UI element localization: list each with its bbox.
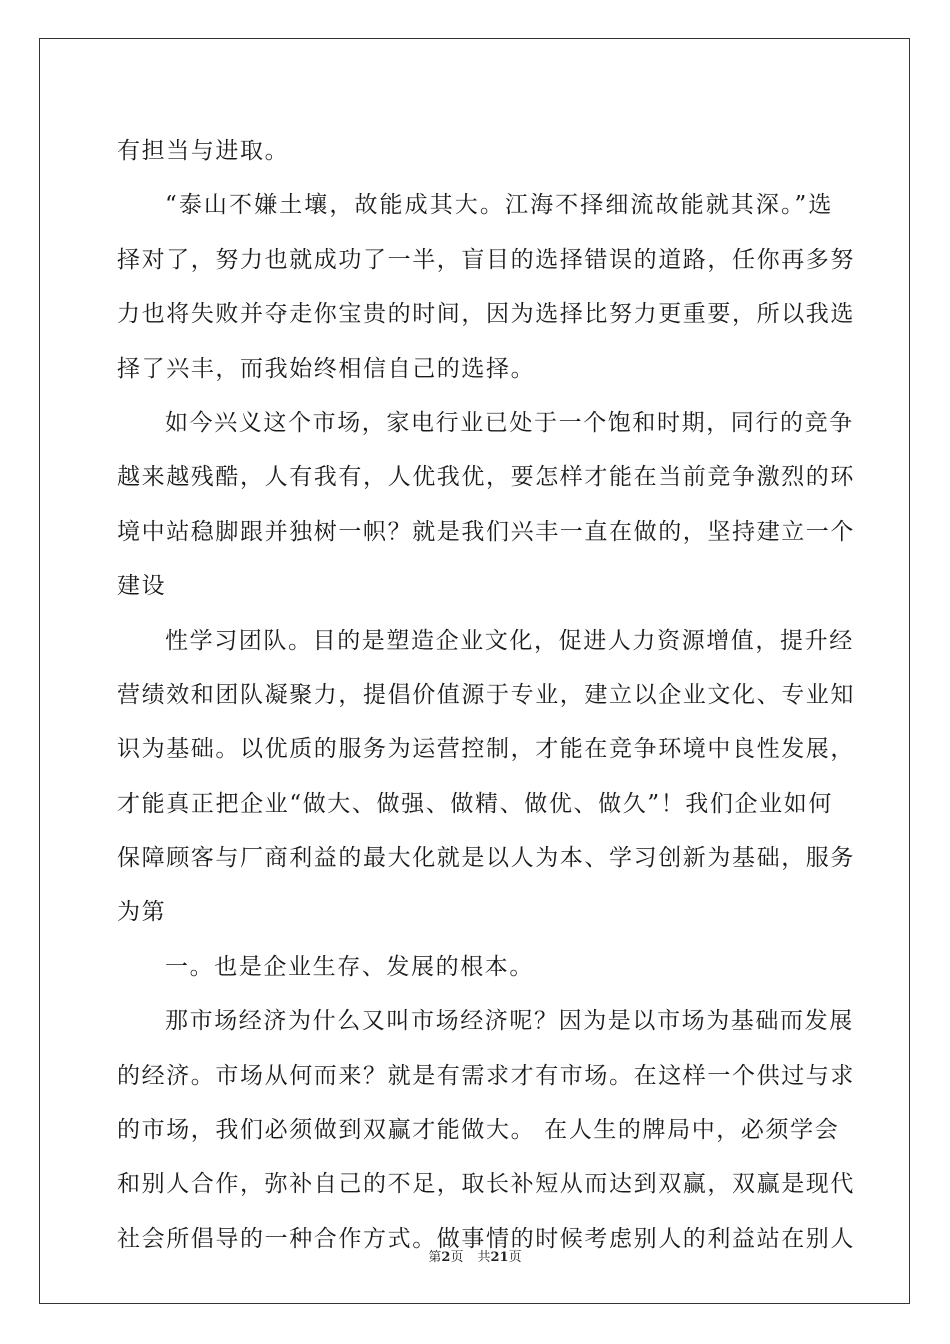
text-line: 保障顾客与厂商利益的最大化就是以人为本、学习创新为基础，服务 [117, 845, 855, 872]
text-line: 一。也是企业生存、发展的根本。 [165, 953, 534, 980]
text-line: 力也将失败并夺走你宝贵的时间，因为选择比努力更重要，所以我选 [117, 301, 855, 328]
footer-total-pages: 21 [490, 1250, 509, 1265]
text-line: 那市场经济为什么又叫市场经济呢？因为是以市场为基础而发展 [165, 1008, 854, 1035]
text-line: 择对了，努力也就成功了一半，盲目的选择错误的道路，任你再多努 [117, 246, 855, 273]
text-line: 越来越残酷，人有我有，人优我优，要怎样才能在当前竞争激烈的环 [117, 464, 855, 491]
text-line: 和别人合作，弥补自己的不足，取长补短从而达到双赢，双赢是现代 [117, 1171, 855, 1198]
text-line: 如今兴义这个市场，家电行业已处于一个饱和时期，同行的竞争 [165, 409, 854, 436]
text-line: 识为基础。以优质的服务为运营控制，才能在竞争环境中良性发展， [117, 736, 855, 763]
footer-total-suffix: 页 [508, 1250, 522, 1265]
text-line: 营绩效和团队凝聚力，提倡价值源于专业，建立以企业文化、专业知 [117, 681, 855, 708]
footer-page-prefix: 第 [428, 1250, 442, 1265]
text-line: 社会所倡导的一种合作方式。做事情的时候考虑别人的利益站在别人 [117, 1225, 855, 1252]
footer-page-suffix: 页 [450, 1250, 464, 1265]
text-line: 的市场，我们必须做到双赢才能做大。 在人生的牌局中，必须学会 [117, 1117, 840, 1144]
footer-total-prefix: 共 [477, 1250, 491, 1265]
text-line: 择了兴丰，而我始终相信自己的选择。 [117, 355, 536, 382]
text-line: 有担当与进取。 [117, 138, 290, 164]
page-footer [0, 1246, 950, 1265]
text-line: “泰山不嫌土壤，故能成其大。江海不择细流故能就其深。”选 [165, 192, 833, 219]
text-line: 建设 [117, 573, 167, 600]
text-line: 为第 [117, 899, 167, 926]
text-line: 性学习团队。目的是塑造企业文化，促进人力资源增值，提升经 [165, 627, 854, 654]
text-line: 境中站稳脚跟并独树一帜？就是我们兴丰一直在做的，坚持建立一个 [117, 518, 855, 545]
text-line: 才能真正把企业“做大、做强、做精、做优、做久”！我们企业如何 [117, 790, 833, 817]
document-body [117, 124, 855, 1266]
footer-page-number: 2 [441, 1250, 451, 1265]
text-line: 的经济。市场从何而来？就是有需求才有市场。在这样一个供过与求 [117, 1062, 855, 1089]
